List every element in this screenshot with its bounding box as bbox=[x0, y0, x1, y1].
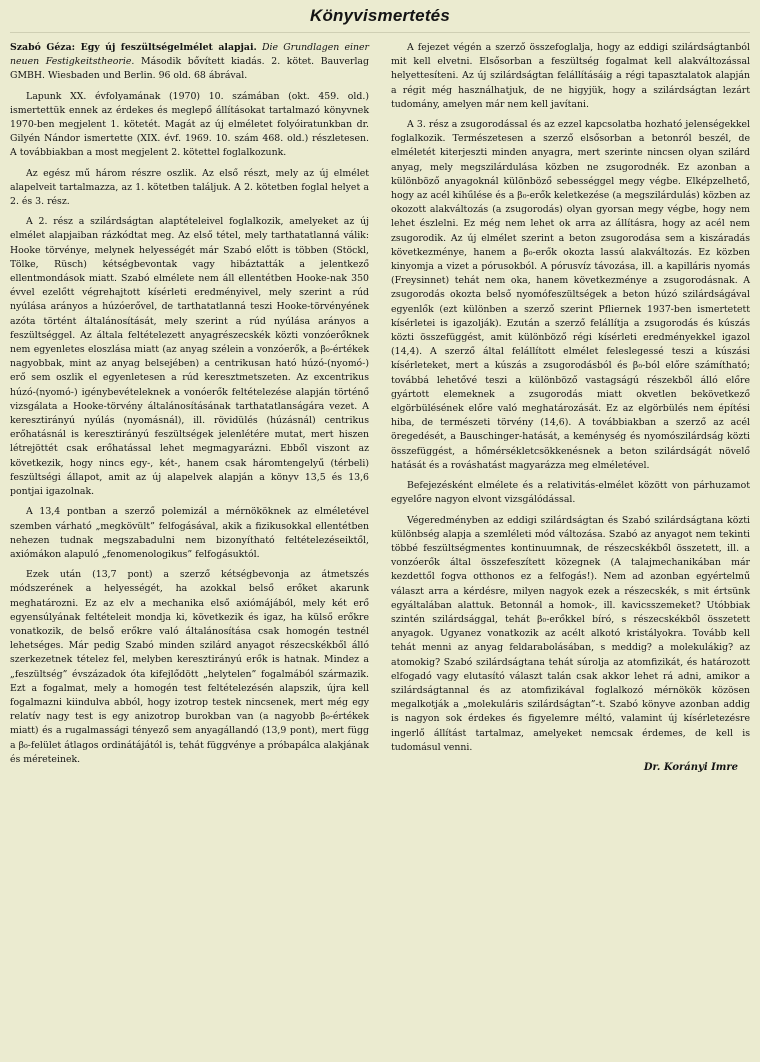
paragraph: A 3. rész a zsugorodással és az ezzel kapcsolatba hozható jelenségekkel foglalkozik. Természetesen a szerző elsősorban a betonról beszél, de elméletét kiterjeszti minden anyagra, mert szerinte nincsen olyan szilárd anyag, mely megszilárdulása közben ne zsugorodnék. Ez azonban a különböző anyagoknál különböző sebességgel megy végbe. Elképzelhető, hogy az acél kihűlése és a β₀-erők keletkezése (a megszilárdulás) közben az okozott alakváltozás (a zsugorodás) olyan gyorsan megy végbe, hogy nem lehet észlelni. Ez még nem lehet ok arra az állításra, hogy az acél nem zsugorodik. Az új elmélet szerint a beton zsugorodása sem a kiszáradás következménye, hanem a β₀-erők okozta lassú alakváltozás. Ez közben kinyomja a vizet a pórusokból. A pórusvíz távozása, ill. a kapilláris nyomás (Freysinnet) tehát nem oka, hanem következménye a zsugorodásnak. A zsugorodás okozta belső nyomófeszültségek a beton húzó szilárdságával egyenlők (ezt különben a szerző szerint Pfliernek 1937-ben ismertetett kísérletei is igazolják). Ezután a szerző felállítja a zsugorodás és kúszás közti összefüggést, amit különböző régi kísérleti eredményekkel igazol (14,4). A szerző által felállított elmélet feleslegessé teszi a kúszási kísérleteket, mert a kúszás a zsugorodásból és β₀-ból előre számítható; továbbá lehetővé teszi a különböző vastagságú részekből álló előre gyártott elemeknek a zsugorodás miatt okvetlen bekövetkező elgörbülésének előre való meghatározását. Ez az elgörbülés nem építési hiba, de természeti törvény (14,6). A továbbiakban a szerző az acél öregedését, a Bauschinger-hatását, a keménység és nyomószilárdság közti összefüggést, a hőmérsékletcsökkenésnek a beton szilárdságát növelő hatását és a rováshatást magyarázza meg elméletével. bbox=[391, 119, 750, 471]
paragraph: Befejezésként elmélete és a relativitás-elmélet között von párhuzamot egyelőre nagyon elvont vizsgálódással. bbox=[391, 480, 750, 506]
author-signature: Dr. Korányi Imre bbox=[643, 761, 738, 773]
reference-german-title: Die Grundlagen einer neuen Festigkeitstheorie. bbox=[10, 42, 369, 68]
reference-publication-info: Második bővített kiadás. 2. kötet. Bauverlag GMBH. Wiesbaden und Berlin. 96 old. 68 ábrával. bbox=[10, 56, 369, 82]
paragraph: Lapunk XX. évfolyamának (1970) 10. számában (okt. 459. old.) ismertettük ennek az érdekes és meglepő állításokat tartalmazó könyvnek 1970-ben megjelent 1. kötetét. Magát az új elméletet folyóiratunkban dr. Gilyén Nándor ismertette (XIX. évf. 1969. 10. szám 468. old.) részletesen. A továbbiakban a most megjelent 2. kötettel foglalkozunk. bbox=[10, 90, 369, 159]
right-column bbox=[391, 41, 750, 775]
paragraph: A 13,4 pontban a szerző polemizál a mérnököknek az elméletével szemben várható „megkövült” felfogásával, akik a fizikusokkal ellentétben nehezen tudnak megszabadulni nem bizonyítható feltételezéseiktől, axiómákon alapuló „fenomenologikus” felfogásuktól. bbox=[10, 506, 369, 560]
paragraph: A fejezet végén a szerző összefoglalja, hogy az eddigi szilárdságtanból mit kell elvetni. Elsősorban a feszültség fogalmat kell alakváltozással helyettesíteni. Az új szilárdságtan felállításáig a régi tapasztalatok alapján a régit még használhatjuk, de ne higyjük, hogy a szilárdságtan lezárt tudomány, amelyen már nem kell javítani. bbox=[391, 42, 750, 110]
page-title: Könyvismertetés bbox=[10, 6, 750, 33]
left-column bbox=[10, 41, 369, 775]
book-reference bbox=[10, 41, 369, 84]
paragraph: Ezek után (13,7 pont) a szerző kétségbevonja az átmetszés módszerének a helyességét, ha azokkal belső erőket akarunk meghatározni. Ez az elv a mechanika első axiómájából, mely két erő egyensúlyának feltételeit mondja ki, következik és igaz, ha külső erőkre vonatkozik, de belső erőkre való általánosítása csak homogén testnél lehetséges. Már pedig Szabó minden szilárd anyagot részecskékből álló szerkezetnek tételez fel, melyben keresztirányú erők is hatnak. Mindez a „feszültség” évszázadok óta kifejlődött „helytelen” fogalmából származik. Ezt a fogalmat, mely a homogén test feltételezésén alapszik, újra kell fogalmazni kiindulva abból, hogy izotrop testek nincsenek, mert még egy relatív nagy test is egy anizotrop burokban van (a nagyobb β₀-értékek miatt) és a rugalmassági tényező sem anyagállandó (13,9 pont), mert függ a β₀-felület átlagos ordinátájától is, tehát függvénye a próbapálca alakjának és méreteinek. bbox=[10, 569, 369, 765]
paragraph: A 2. rész a szilárdságtan alaptételeivel foglalkozik, amelyeket az új elmélet alapjaiban rázkódtat meg. Az első tétel, mely tarthatatlanná válik: Hooke törvénye, melynek helyességét már Szabó előtt is többen (Stöckl, Tölke, Rüsch) kétségbevontak vagy hibáztatták a jelentkező ellentmondások miatt. Szabó elmélete nem áll ellentétben Hooke-nak 350 évvel ezelőtt végrehajtott kísérleti eredményivel, mely szerint a rúd nyúlása arányos a húzóerővel, de tarthatatlanná teszi Hooke-törvényének azóta történt általánosítását, mely szerint a rúd nyúlása arányos a feszültséggel. Az általa feltételezett anyagrészecskék közti vonzóerőknek nem egyenletes eloszlása miatt (az anyag szélein a vonzóerők, a β₀-értékek nagyobbak, mint az anyag belsejében) a centrikusan ható húzó-(nyomó-) erő sem oszlik el egyenletesen a rúd keresztmetszeten. Az excentrikus húzó-(nyomó-) igénybevételeknek a vonóerők feltételezése alapján történő vizsgálata a Hooke-törvény általánosításának tarthatatlanságára vezet. A keresztirányú nyúlás (nyomásnál), ill. rövidülés (húzásnál) centrikus erőhatásnál is keresztirányú feszültségek jelenlétére mutat, mert hiszen létrejöttét csak erőhatással lehet megmagyarázni. Ebből viszont az következik, hogy nincs egy-, két-, hanem csak háromtengelyű (térbeli) feszültségi állapot, amit az új alapelvek alapján a könyv 13,5 és 13,6 pontjai igazolnak. bbox=[10, 216, 369, 498]
article-body bbox=[10, 41, 750, 775]
reference-author-title: Szabó Géza: Egy új feszültségelmélet alapjai. bbox=[10, 42, 257, 53]
paragraph: Végeredményben az eddigi szilárdságtan és Szabó szilárdságtana közti különbség alapja a szemléleti mód változása. Szabó az anyagot nem tekinti többé feszültségmentes kontinuumnak, de részecskékből összetett, ill. a vonzóerők által összefeszített közegnek (A talajmechanikában már kezdettől fogva otthonos ez a felfogás!). Nem ad azonban egyértelmű választ arra a kérdésre, milyen nagyok ezek a részecskék, s mit értsünk egyáltalában alattuk. Betonnál a homok-, ill. kavicsszemeket? Utóbbiak szintén szilárdsággal, tehát β₀-erőkkel bíró, s részecskékből összetett anyagok. Ugyanez vonatkozik az acélt alkotó kristályokra. Tovább kell tehát menni az anyag feldarabolásában, s meddig? a molekulákig? az atomokig? Szabó szilárdságtana tehát súrolja az atomfizikát, és határozott elfogadó vagy elutasító választ talán csak akkor lehet rá adni, amikor a szilárdságtannal és az atomfizikával foglalkozó mérnökök közösen megalkotják a „molekuláris szilárdságtan”-t. Szabó könyve azonban addig is nagyon sok érdekes és figyelemre méltó, valamint új kísérletezésre ingerlő állítást tartalmaz, amelyeket nemcsak érdemes, de kell is tudomásul venni. bbox=[391, 514, 750, 753]
paragraph: Az egész mű három részre oszlik. Az első részt, mely az új elmélet alapelveit tartalmazza, az 1. kötetben találjuk. A 2. kötetben foglal helyet a 2. és 3. rész. bbox=[10, 167, 369, 208]
